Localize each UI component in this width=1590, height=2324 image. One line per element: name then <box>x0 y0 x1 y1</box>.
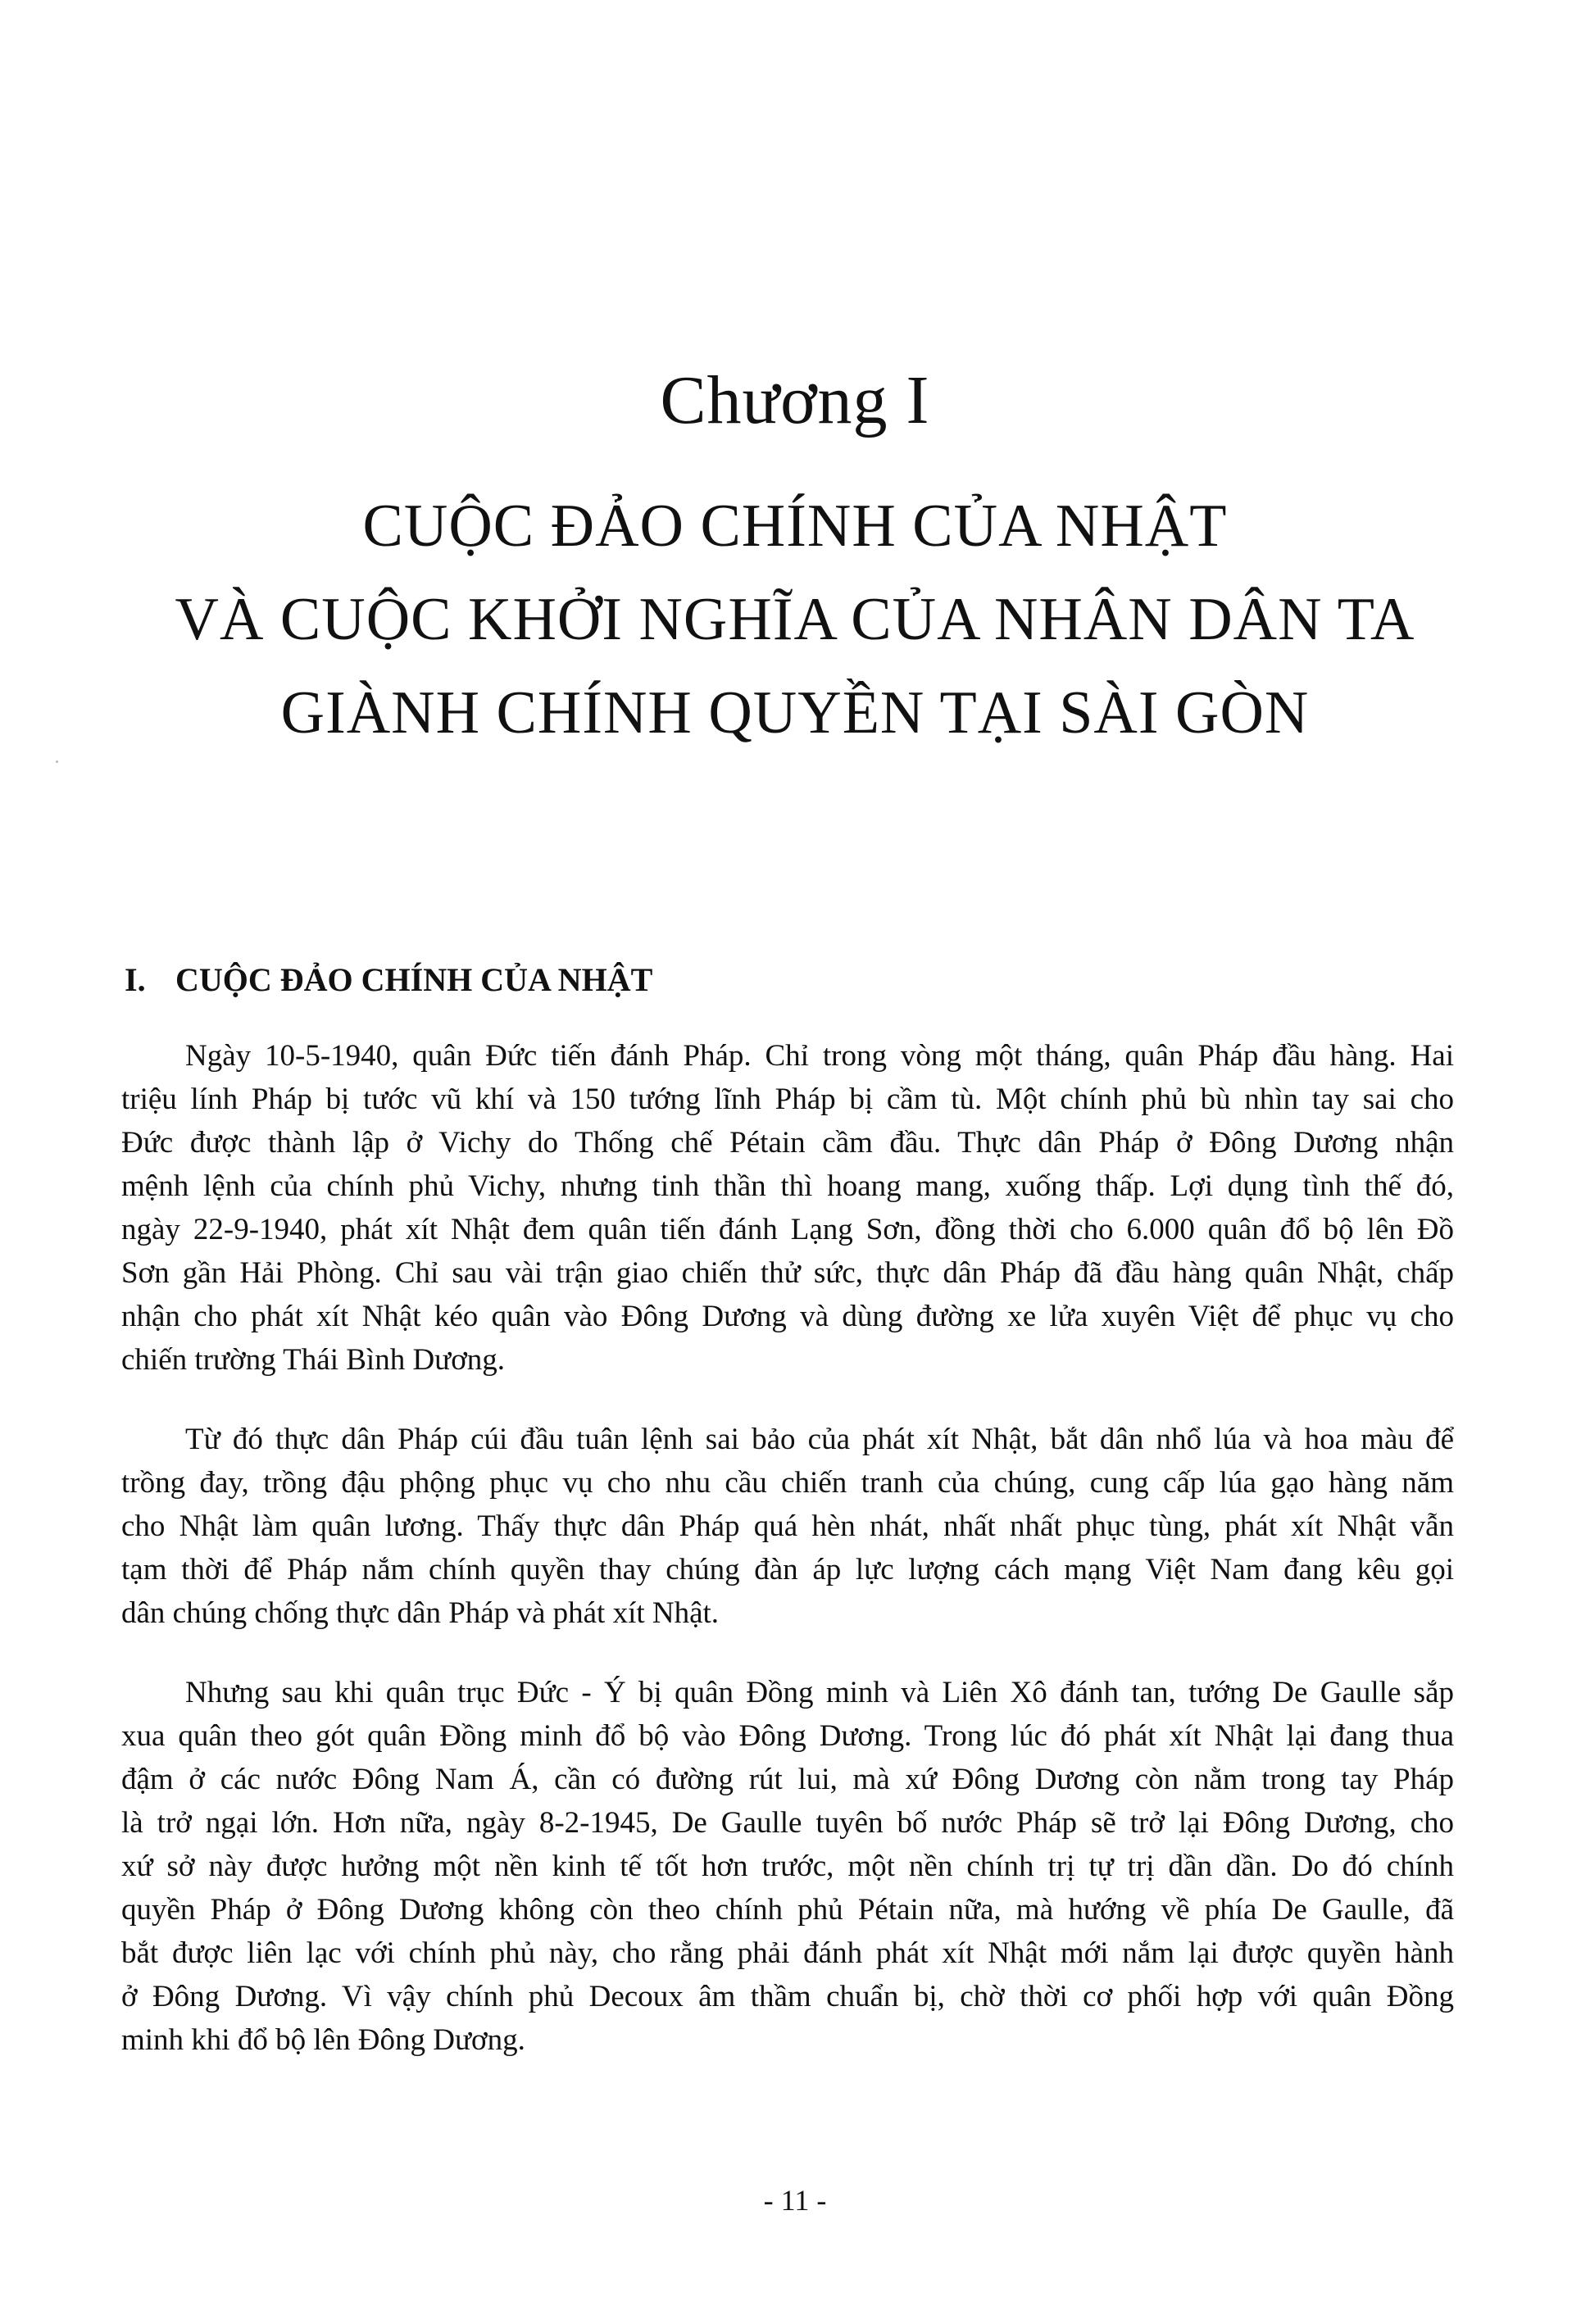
paragraph-line: ngày 22-9-1940, phát xít Nhật đem quân tiến đánh Lạng Sơn, đồng thời cho 6.000 quân đổ bộ lên Đồ <box>121 1213 1454 1246</box>
section-number: I. <box>125 961 146 998</box>
chapter-title-line-3: GIÀNH CHÍNH QUYỀN TẠI SÀI GÒN <box>280 679 1310 747</box>
section-title: CUỘC ĐẢO CHÍNH CỦA NHẬT <box>175 961 653 998</box>
paragraph-line: chiến trường Thái Bình Dương. <box>121 1343 506 1377</box>
paragraph-line: dân chúng chống thực dân Pháp và phát xít Nhật. <box>121 1596 720 1630</box>
paragraph-line: xua quân theo gót quân Đồng minh đổ bộ vào Đông Dương. Trong lúc đó phát xít Nhật lại đang thua <box>121 1719 1454 1753</box>
chapter-title-line-1: CUỘC ĐẢO CHÍNH CỦA NHẬT <box>362 492 1228 560</box>
chapter-label: Chương I <box>660 362 930 438</box>
paragraph-line: ở Đông Dương. Vì vậy chính phủ Decoux âm thầm chuẩn bị, chờ thời cơ phối hợp với quân Đồng <box>121 1980 1454 2013</box>
paragraph <box>121 1418 1454 1635</box>
paragraph-line: là trở ngại lớn. Hơn nữa, ngày 8-2-1945, De Gaulle tuyên bố nước Pháp sẽ trở lại Đông Dương, cho <box>121 1806 1454 1840</box>
paragraph-line: triệu lính Pháp bị tước vũ khí và 150 tướng lĩnh Pháp bị cầm tù. Một chính phủ bù nhìn tay sai cho <box>121 1083 1454 1116</box>
paragraph-line: xứ sở này được hưởng một nền kinh tế tốt hơn trước, một nền chính trị tự trị dần dần. Do đó chính <box>121 1850 1454 1883</box>
paragraph-line: đậm ở các nước Đông Nam Á, cần có đường rút lui, mà xứ Đông Dương còn nằm trong tay Pháp <box>121 1763 1454 1796</box>
paragraph-line: Ngày 10-5-1940, quân Đức tiến đánh Pháp. Chỉ trong vòng một tháng, quân Pháp đầu hàng. Hai <box>185 1039 1454 1073</box>
paragraph-line: bắt được liên lạc với chính phủ này, cho rằng phải đánh phát xít Nhật mới nắm lại được quyền hành <box>121 1936 1454 1970</box>
paragraph-line: nhận cho phát xít Nhật kéo quân vào Đông Dương và dùng đường xe lửa xuyên Việt để phục vụ cho <box>121 1300 1454 1333</box>
section-heading <box>125 960 652 999</box>
paragraph-line: tạm thời để Pháp nắm chính quyền thay chúng đàn áp lực lượng cách mạng Việt Nam đang kêu gọi <box>121 1553 1454 1586</box>
page-number: - 11 - <box>763 2184 827 2217</box>
paragraph-line: mệnh lệnh của chính phủ Vichy, nhưng tinh thần thì hoang mang, xuống thấp. Lợi dụng tình thế đó, <box>121 1169 1454 1203</box>
paragraph-line: Từ đó thực dân Pháp cúi đầu tuân lệnh sai bảo của phát xít Nhật, bắt dân nhổ lúa và hoa màu để <box>185 1423 1454 1456</box>
body-text <box>121 1034 1454 2098</box>
scan-speck <box>56 760 58 763</box>
paragraph-line: Nhưng sau khi quân trục Đức - Ý bị quân Đồng minh và Liên Xô đánh tan, tướng De Gaulle sắp <box>185 1676 1454 1709</box>
paragraph-line: minh khi đổ bộ lên Đông Dương. <box>121 2023 525 2057</box>
paragraph <box>121 1671 1454 2062</box>
chapter-title-line-2: VÀ CUỘC KHỞI NGHĨA CỦA NHÂN DÂN TA <box>175 586 1415 653</box>
paragraph-line: cho Nhật làm quân lương. Thấy thực dân Pháp quá hèn nhát, nhất nhất phục tùng, phát xít Nhật vẫn <box>121 1509 1454 1543</box>
paragraph-line: quyền Pháp ở Đông Dương không còn theo chính phủ Pétain nữa, mà hướng về phía De Gaulle, đã <box>121 1893 1454 1927</box>
paragraph-line: trồng đay, trồng đậu phộng phục vụ cho nhu cầu chiến tranh của chúng, cung cấp lúa gạo hàng năm <box>121 1466 1454 1500</box>
paragraph-line: Sơn gần Hải Phòng. Chỉ sau vài trận giao chiến thử sức, thực dân Pháp đã đầu hàng quân Nhật, chấp <box>121 1256 1454 1290</box>
paragraph <box>121 1034 1454 1382</box>
paragraph-line: Đức được thành lập ở Vichy do Thống chế Pétain cầm đầu. Thực dân Pháp ở Đông Dương nhận <box>121 1126 1454 1160</box>
